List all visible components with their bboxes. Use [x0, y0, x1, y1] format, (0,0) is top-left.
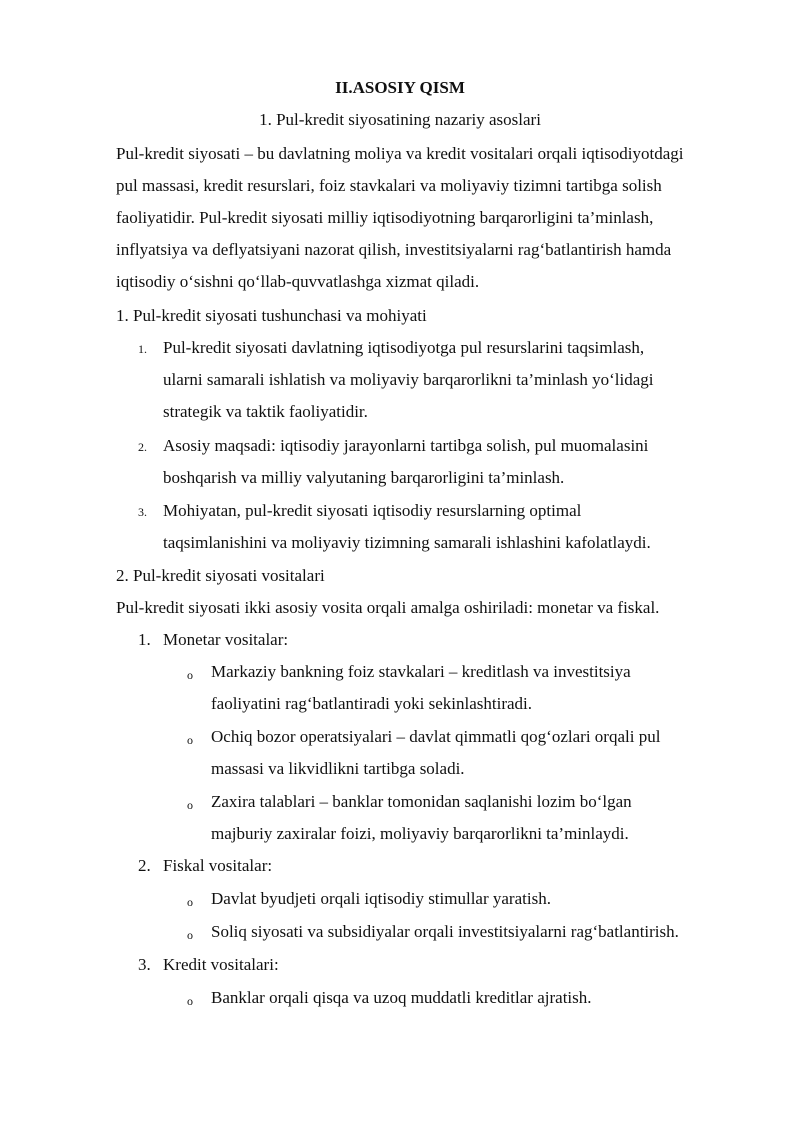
bullet-line: Banklar orqali qisqa va uzoq muddatli kreditlar ajratish. — [211, 988, 592, 1007]
bullet-line: Markaziy bankning foiz stavkalari – kreditlash va investitsiya — [211, 662, 631, 681]
page-heading: II.ASOSIY QISM — [335, 78, 465, 97]
intro-line: inflyatsiya va deflyatsiyani nazorat qilish, investitsiyalarni rag‘batlantirish hamda — [116, 240, 672, 259]
intro-line: pul massasi, kredit resurslari, foiz stavkalari va moliyaviy tizimni tartibga solish — [116, 176, 662, 195]
bullet-line: Davlat byudjeti orqali iqtisodiy stimullar yaratish. — [211, 889, 551, 908]
list-item-line: strategik va taktik faoliyatidir. — [163, 402, 368, 421]
bullet-marker: o — [187, 668, 193, 682]
list-marker: 2. — [138, 856, 151, 875]
section-title: 1. Pul-kredit siyosati tushunchasi va mohiyati — [116, 306, 427, 325]
group-title: Monetar vositalar: — [163, 630, 289, 649]
section-subheading: 1. Pul-kredit siyosatining nazariy asoslari — [259, 110, 541, 129]
intro-line: faoliyatidir. Pul-kredit siyosati milliy iqtisodiyotning barqarorligini ta’minlash, — [116, 208, 654, 227]
section-intro: Pul-kredit siyosati ikki asosiy vosita orqali amalga oshiriladi: monetar va fiskal. — [116, 598, 660, 617]
bullet-line: massasi va likvidlikni tartibga soladi. — [211, 759, 465, 778]
intro-line: iqtisodiy o‘sishni qo‘llab-quvvatlashga xizmat qiladi. — [116, 272, 480, 291]
bullet-marker: o — [187, 798, 193, 812]
bullet-marker: o — [187, 733, 193, 747]
list-item-line: taqsimlanishini va moliyaviy tizimning samarali ishlashini kafolatlaydi. — [163, 533, 651, 552]
list-marker: 1. — [138, 342, 147, 356]
bullet-marker: o — [187, 895, 193, 909]
group-title: Kredit vositalari: — [163, 955, 279, 974]
bullet-line: Ochiq bozor operatsiyalari – davlat qimmatli qog‘ozlari orqali pul — [211, 727, 661, 746]
section-title: 2. Pul-kredit siyosati vositalari — [116, 566, 325, 585]
list-item-line: Asosiy maqsadi: iqtisodiy jarayonlarni tartibga solish, pul muomalasini — [163, 436, 649, 455]
group-title: Fiskal vositalar: — [163, 856, 273, 875]
list-item-line: ularni samarali ishlatish va moliyaviy barqarorlikni ta’minlash yo‘lidagi — [163, 370, 654, 389]
list-marker: 3. — [138, 505, 147, 519]
list-marker: 3. — [138, 955, 151, 974]
list-marker: 2. — [138, 440, 147, 454]
list-item-line: Pul-kredit siyosati davlatning iqtisodiyotga pul resurslarini taqsimlash, — [163, 338, 645, 357]
list-marker: 1. — [138, 630, 151, 649]
bullet-marker: o — [187, 928, 193, 942]
bullet-line: faoliyatini rag‘batlantiradi yoki sekinlashtiradi. — [211, 694, 533, 713]
bullet-line: Zaxira talablari – banklar tomonidan saqlanishi lozim bo‘lgan — [211, 792, 632, 811]
bullet-line: majburiy zaxiralar foizi, moliyaviy barqarorlikni ta’minlaydi. — [211, 824, 629, 843]
intro-line: Pul-kredit siyosati – bu davlatning moliya va kredit vositalari orqali iqtisodiyotdagi — [116, 144, 684, 163]
list-item-line: Mohiyatan, pul-kredit siyosati iqtisodiy resurslarning optimal — [163, 501, 582, 520]
list-item-line: boshqarish va milliy valyutaning barqarorligini ta’minlash. — [163, 468, 565, 487]
bullet-marker: o — [187, 994, 193, 1008]
bullet-line: Soliq siyosati va subsidiyalar orqali investitsiyalarni rag‘batlantirish. — [211, 922, 679, 941]
